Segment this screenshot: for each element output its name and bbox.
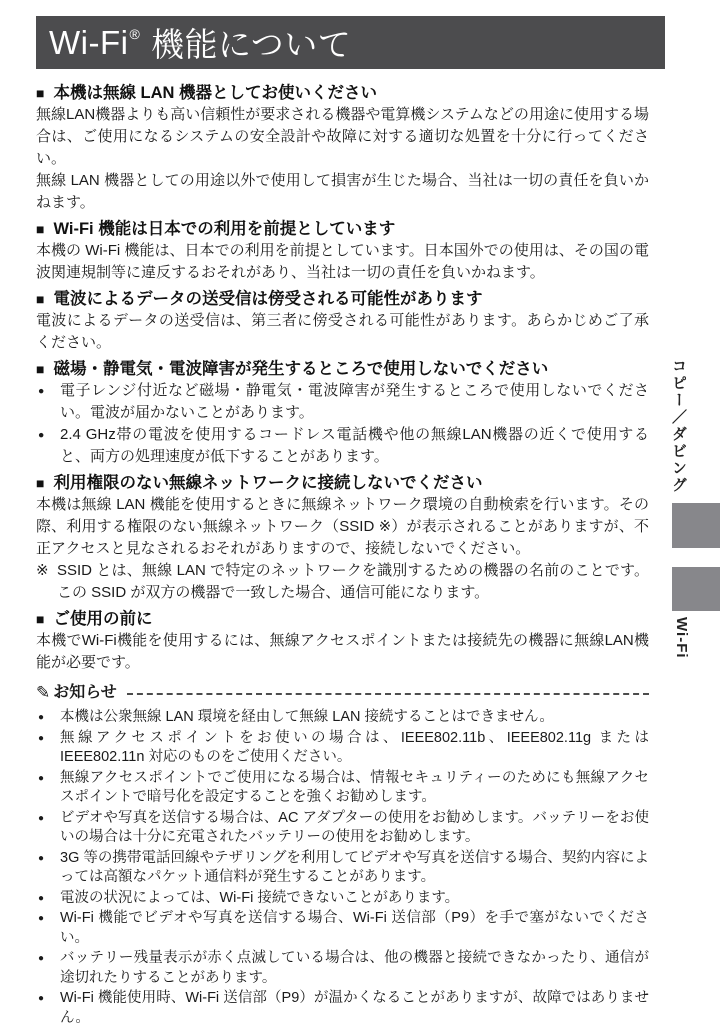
bullet-marker: ● xyxy=(38,953,45,964)
notice-block xyxy=(36,681,649,1028)
page-content xyxy=(36,82,649,1028)
notice-item: ● 無線アクセスポイントをお使いの場合は、IEEE802.11b、IEEE802.11g または IEEE802.11n 対応のものをご使用ください。 xyxy=(36,729,649,768)
page-title-text-suffix: 機能について xyxy=(141,26,352,63)
square-marker: ■ xyxy=(36,361,45,377)
bullet-marker: ● xyxy=(38,892,45,904)
section-magnetic-interference xyxy=(36,358,649,468)
sidebar-tab-blank xyxy=(672,567,720,611)
paragraph: 無線LAN機器よりも高い信頼性が要求される機器や電算機システムなどの用途に使用する場合は、ご使用になるシステムの安全設計や故障に対する適切な処置を十分に行ってください。 xyxy=(36,106,649,167)
section-heading: ■ 利用権限のない無線ネットワークに接続しないでください xyxy=(36,474,483,492)
section-heading: ■ Wi-Fi 機能は日本での利用を前提としています xyxy=(36,220,396,238)
page-title xyxy=(36,16,665,69)
footnote-item: ※ SSID とは、無線 LAN で特定のネットワークを識別するための機器の名前のことです。この SSID が双方の機器で一致した場合、通信可能になります。 xyxy=(36,560,649,604)
notice-item: ● 3G 等の携帯電話回線やテザリングを利用してビデオや写真を送信する場合、契約内容によっては高額なパケット通信料が発生することがあります。 xyxy=(36,849,649,888)
bullet-marker: ● xyxy=(38,812,45,824)
bullet-marker: ● xyxy=(38,732,45,744)
paragraph: 本機の Wi-Fi 機能は、日本での利用を前提としています。日本国外での使用は、その国の電波関連規制等に違反するおそれがあり、当社は一切の責任を負いかねます。 xyxy=(36,242,649,281)
notice-label: お知らせ xyxy=(53,684,117,701)
bullet-marker: ● xyxy=(38,852,45,864)
square-marker: ■ xyxy=(36,221,45,237)
sidebar-tab-copy-dubbing-label: コピー／ダビング xyxy=(670,358,687,494)
notice-item: ● 本機は公衆無線 LAN 環境を経由して無線 LAN 接続することはできません。 xyxy=(36,708,649,728)
paragraph: 電波によるデータの送受信は、第三者に傍受される可能性があります。あらかじめご了承ください。 xyxy=(36,312,649,351)
bullet-item: ● 2.4 GHz帯の電波を使用するコードレス電話機や他の無線LAN機器の近くで使用すると、両方の処理速度が低下することがあります。 xyxy=(36,424,649,468)
notice-item: ● 電波の状況によっては、Wi-Fi 接続できないことがあります。 xyxy=(36,889,649,909)
bullet-marker: ● xyxy=(38,712,45,723)
section-japan-use-only xyxy=(36,218,649,284)
sidebar-tab-wifi-label: Wi-Fi xyxy=(673,617,690,659)
bullet-marker: ● xyxy=(38,385,45,397)
section-before-use xyxy=(36,608,649,674)
notice-item: ● バッテリー残量表示が赤く点滅している場合は、他の機器と接続できなかったり、通信が途切れたりすることがあります。 xyxy=(36,949,649,988)
notice-item: ● ビデオや写真を送信する場合は、AC アダプターの使用をお勧めします。バッテリーをお使いの場合は十分に充電されたバッテリーの使用をお勧めします。 xyxy=(36,809,649,848)
notice-header xyxy=(36,681,649,705)
square-marker: ■ xyxy=(36,611,45,627)
section-heading: ■ 電波によるデータの送受信は傍受される可能性があります xyxy=(36,290,483,308)
section-heading: ■ 本機は無線 LAN 機器としてお使いください xyxy=(36,84,378,102)
square-marker: ■ xyxy=(36,85,45,101)
notice-item: ● Wi-Fi 機能使用時、Wi-Fi 送信部（P9）が温かくなることがありますが、故障ではありません。 xyxy=(36,989,649,1028)
paragraph: 無線 LAN 機器としての用途以外で使用して損害が生じた場合、当社は一切の責任を負いかねます。 xyxy=(36,172,649,211)
bullet-marker: ● xyxy=(38,993,45,1004)
bullet-item: ● 電子レンジ付近など磁場・静電気・電波障害が発生するところで使用しないでください。電波が届かないことがあります。 xyxy=(36,380,649,424)
section-unauthorized-networks xyxy=(36,472,649,604)
footnote-marker: ※ xyxy=(36,562,49,579)
paragraph: 本機は無線 LAN 機能を使用するときに無線ネットワーク環境の自動検索を行います。その際、利用する権限のない無線ネットワーク（SSID ※）が表示されることがありますが、不正アクセスと見なされるおそれがありますので、接続しないでください。 xyxy=(36,496,649,557)
registered-trademark-symbol: ® xyxy=(129,25,141,42)
section-use-as-wireless-lan xyxy=(36,82,649,214)
bullet-marker: ● xyxy=(38,772,45,784)
section-heading: ■ ご使用の前に xyxy=(36,610,153,628)
square-marker: ■ xyxy=(36,475,45,491)
pencil-icon: ✎ xyxy=(36,683,51,702)
notice-divider xyxy=(127,693,649,695)
bullet-marker: ● xyxy=(38,429,45,441)
notice-item: ● Wi-Fi 機能でビデオや写真を送信する場合、Wi-Fi 送信部（P9）を手で塞がないでください。 xyxy=(36,909,649,948)
section-heading: ■ 磁場・静電気・電波障害が発生するところで使用しないでください xyxy=(36,360,549,378)
page-title-text: Wi-Fi xyxy=(49,23,129,61)
paragraph: 本機でWi-Fi機能を使用するには、無線アクセスポイントまたは接続先の機器に無線LAN機能が必要です。 xyxy=(36,632,649,671)
section-radio-interception xyxy=(36,288,649,354)
square-marker: ■ xyxy=(36,291,45,307)
bullet-marker: ● xyxy=(38,913,45,924)
sidebar-tab-blank xyxy=(672,503,720,548)
notice-item: ● 無線アクセスポイントでご使用になる場合は、情報セキュリティーのためにも無線アクセスポイントで暗号化を設定することを強くお勧めします。 xyxy=(36,769,649,808)
notice-list xyxy=(36,708,649,1028)
